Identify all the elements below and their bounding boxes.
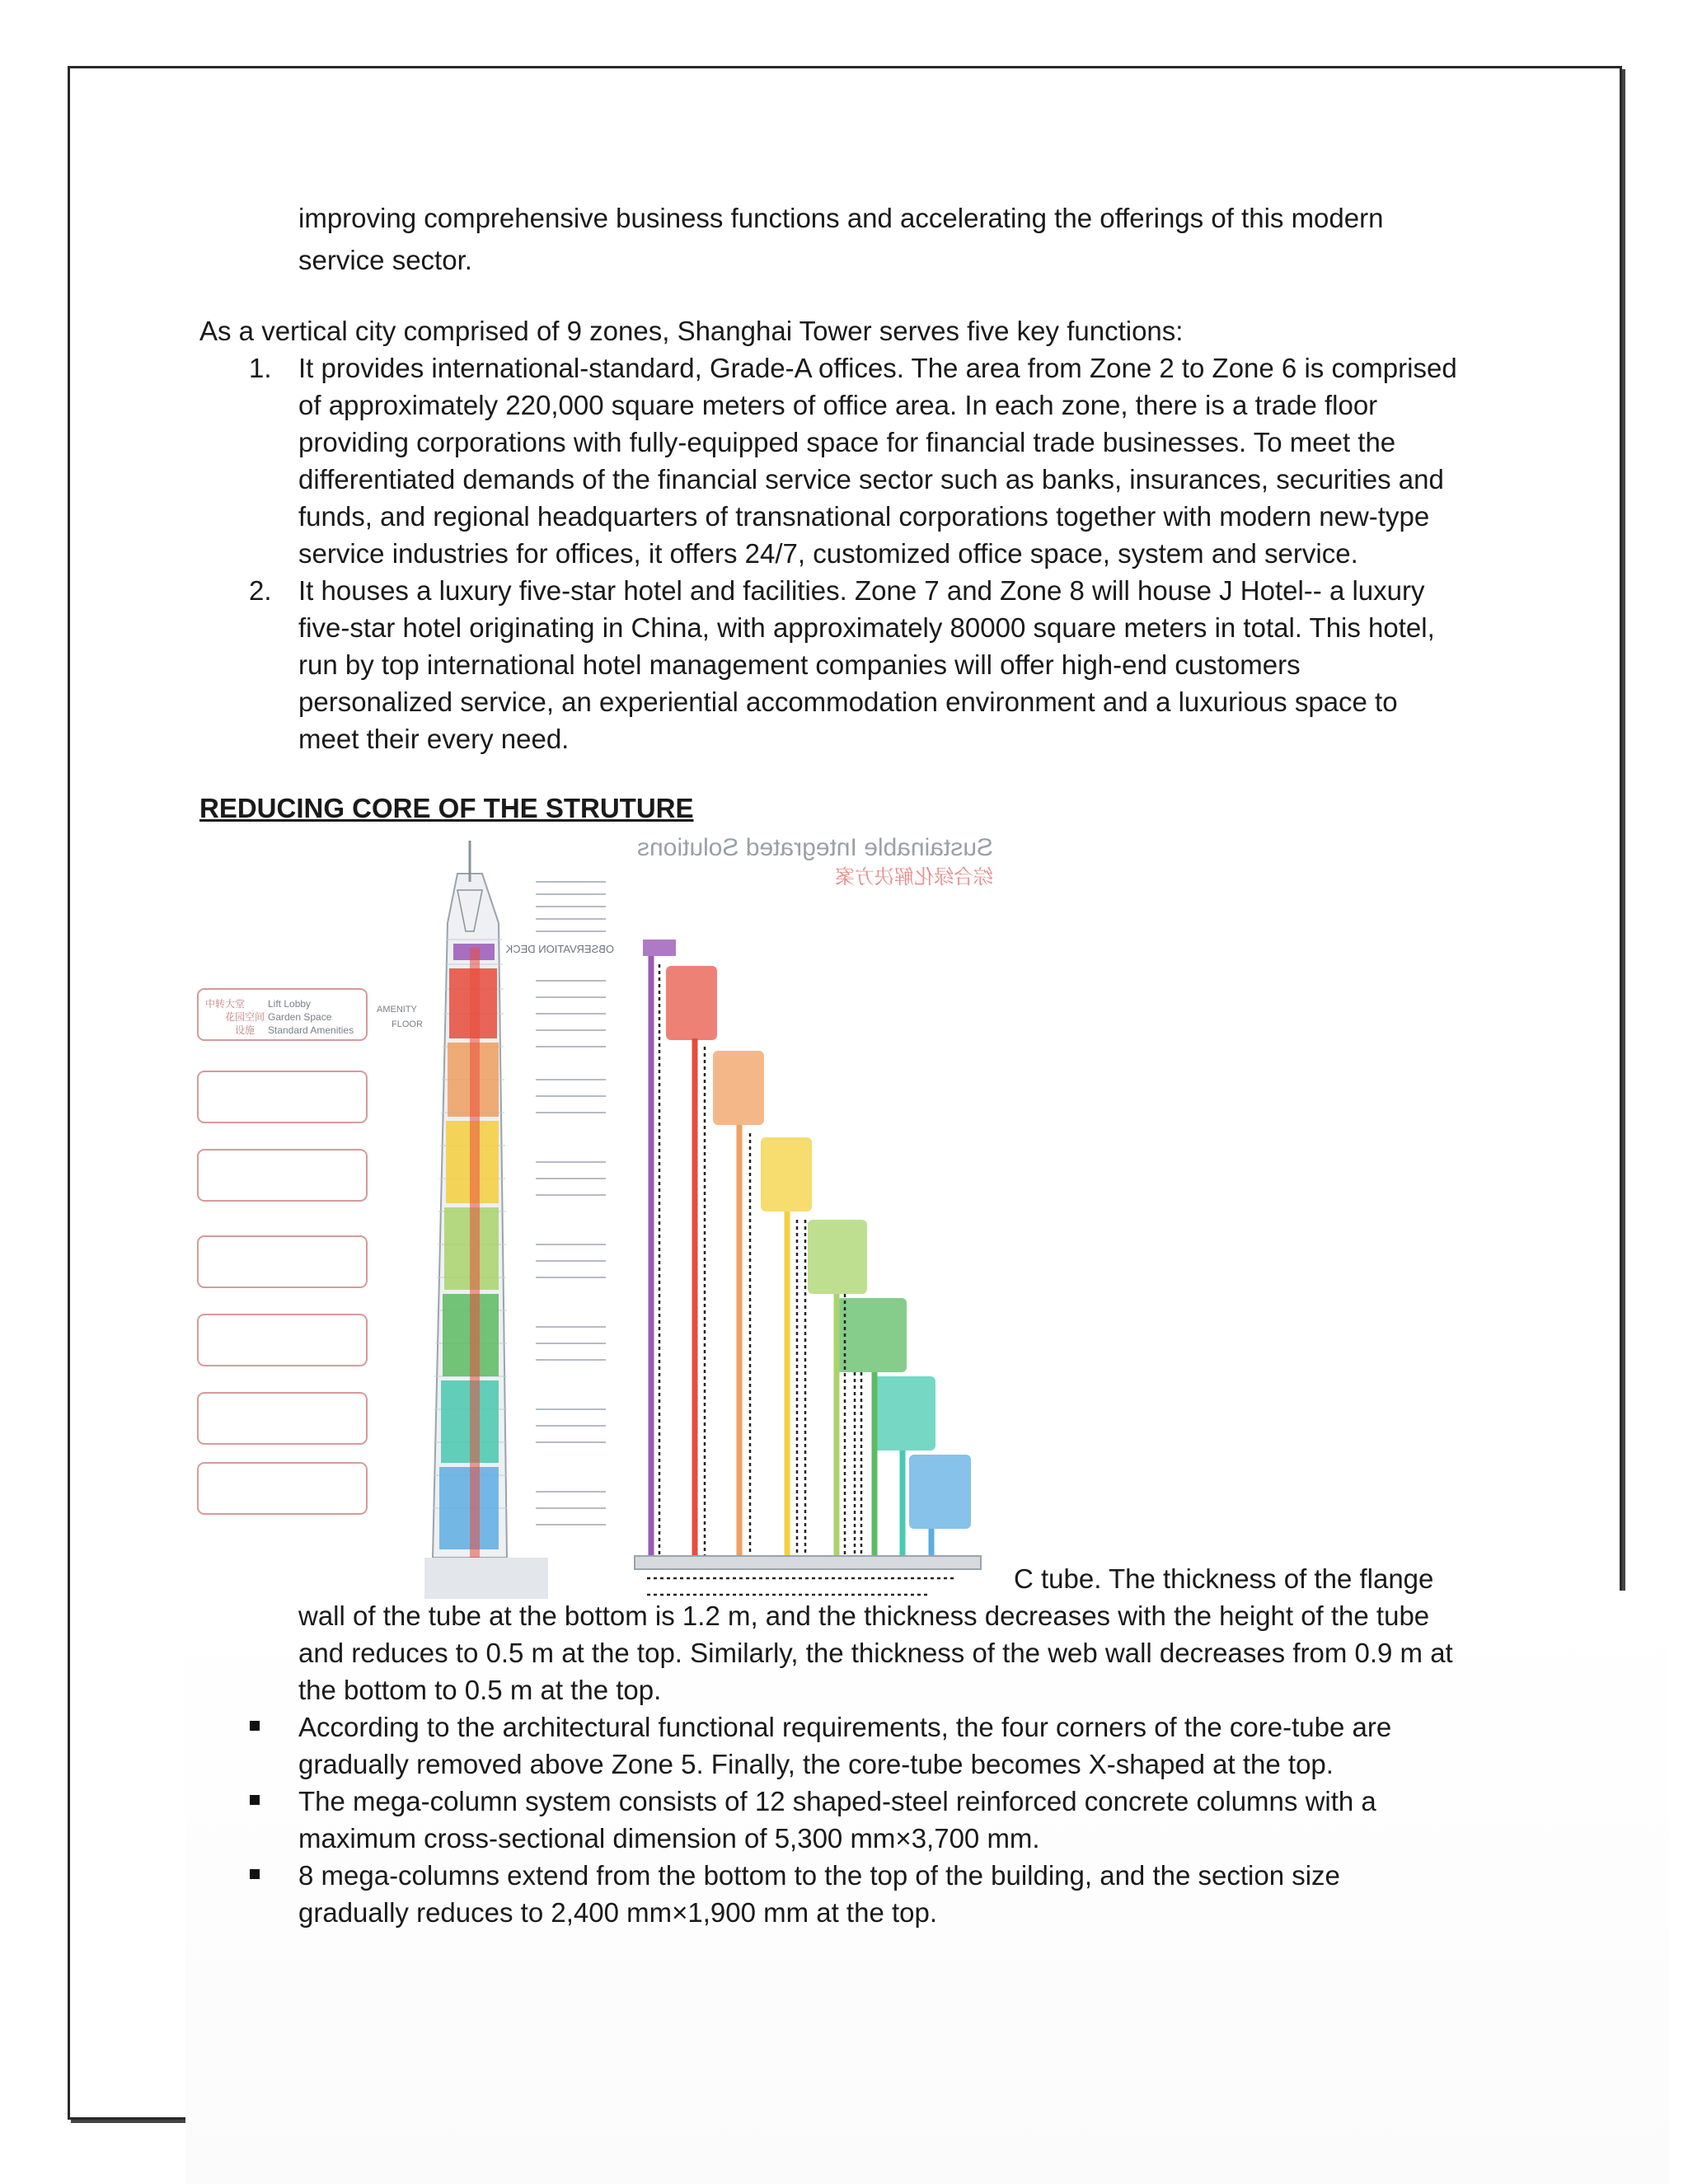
amenity-label: FLOOR (392, 1019, 423, 1029)
legend-text: Lift Lobby (268, 998, 312, 1010)
list-item-2-line: It houses a luxury five-star hotel and facilities. Zone 7 and Zone 8 will house J Hotel-- a luxury (298, 575, 1425, 606)
podium (424, 1558, 548, 1599)
list-number: 1. (249, 353, 272, 383)
observation-deck-label: OBSERVATION DECK (505, 943, 614, 955)
bullet-item-line: The mega-column system consists of 12 shaped-steel reinforced concrete columns with a (298, 1786, 1376, 1816)
intro-line-1: improving comprehensive business functions and accelerating the offerings of this modern (298, 203, 1384, 233)
amenity-label: AMENITY (377, 1005, 417, 1015)
bullet-item-line: gradually removed above Zone 5. Finally, the core-tube becomes X-shaped at the top. (298, 1749, 1334, 1779)
legend-boxes (198, 989, 423, 1514)
continuation-line: and reduces to 0.5 m at the top. Similarly, the thickness of the web wall decreases from 0.9 m at (298, 1638, 1453, 1668)
lift-shafts (651, 956, 931, 1558)
list-item-1-line: of approximately 220,000 square meters of office area. In each zone, there is a trade floor (298, 390, 1378, 420)
bullet-item-line: maximum cross-sectional dimension of 5,300 mm×3,700 mm. (298, 1823, 1040, 1854)
continuation-line: wall of the tube at the bottom is 1.2 m, and the thickness decreases with the height of the tube (298, 1601, 1430, 1631)
list-item-1-line: differentiated demands of the financial service sector such as banks, insurances, securities and (298, 464, 1444, 494)
list-item-1-line: providing corporations with fully-equipped space for financial trade businesses. To meet the (298, 427, 1396, 457)
list-item-1-line: service industries for offices, it offers 24/7, customized office space, system and service. (298, 538, 1358, 569)
list-number: 2. (249, 575, 272, 606)
list-item-2-line: personalized service, an experiential accommodation environment and a luxurious space to (298, 687, 1398, 717)
legend-text-cn: 设施 (235, 1024, 256, 1036)
bullet-marker (250, 1795, 260, 1805)
list-item-2-line: meet their every need. (298, 724, 570, 754)
list-item-1-line: funds, and regional headquarters of transnational corporations together with modern new-type (298, 501, 1430, 532)
bullet-item-line: gradually reduces to 2,400 mm×1,900 mm at the top. (298, 1897, 938, 1928)
figure-title-cn: 综合绿化解决方案 (835, 865, 993, 888)
bullet-marker (250, 1869, 260, 1879)
list-item-1-line: It provides international-standard, Grade-A offices. The area from Zone 2 to Zone 6 is comprised (298, 353, 1457, 383)
legend-text: Garden Space (268, 1011, 332, 1023)
figure-title-en: Sustainable Integrated Solutions (637, 834, 993, 861)
bullet-item-line: According to the architectural functional requirements, the four corners of the core-tube are (298, 1712, 1392, 1742)
bullet-marker (250, 1721, 260, 1731)
floor-ladder (536, 882, 606, 1525)
list-item-2-line: run by top international hotel management companies will offer high-end customers (298, 649, 1301, 680)
intro-line-2: service sector. (298, 245, 472, 275)
list-item-2-line: five-star hotel originating in China, with approximately 80000 square meters in total. This hotel, (298, 612, 1435, 643)
bullet-item-line: 8 mega-columns extend from the bottom to the top of the building, and the section size (298, 1860, 1340, 1891)
base-slab (635, 1556, 981, 1569)
legend-text-cn: 中转大堂 (205, 998, 246, 1010)
continuation-line: the bottom to 0.5 m at the top. (298, 1675, 662, 1705)
legend-text-cn: 花园空间 (225, 1011, 265, 1023)
section-heading: REDUCING CORE OF THE STRUTURE (199, 793, 694, 823)
continuation-line: C tube. The thickness of the flange (1014, 1563, 1434, 1594)
tower-zone-diagram (185, 832, 1026, 1599)
legend-text: Standard Amenities (268, 1024, 354, 1036)
lead-paragraph: As a vertical city comprised of 9 zones, Shanghai Tower serves five key functions: (199, 316, 1184, 346)
